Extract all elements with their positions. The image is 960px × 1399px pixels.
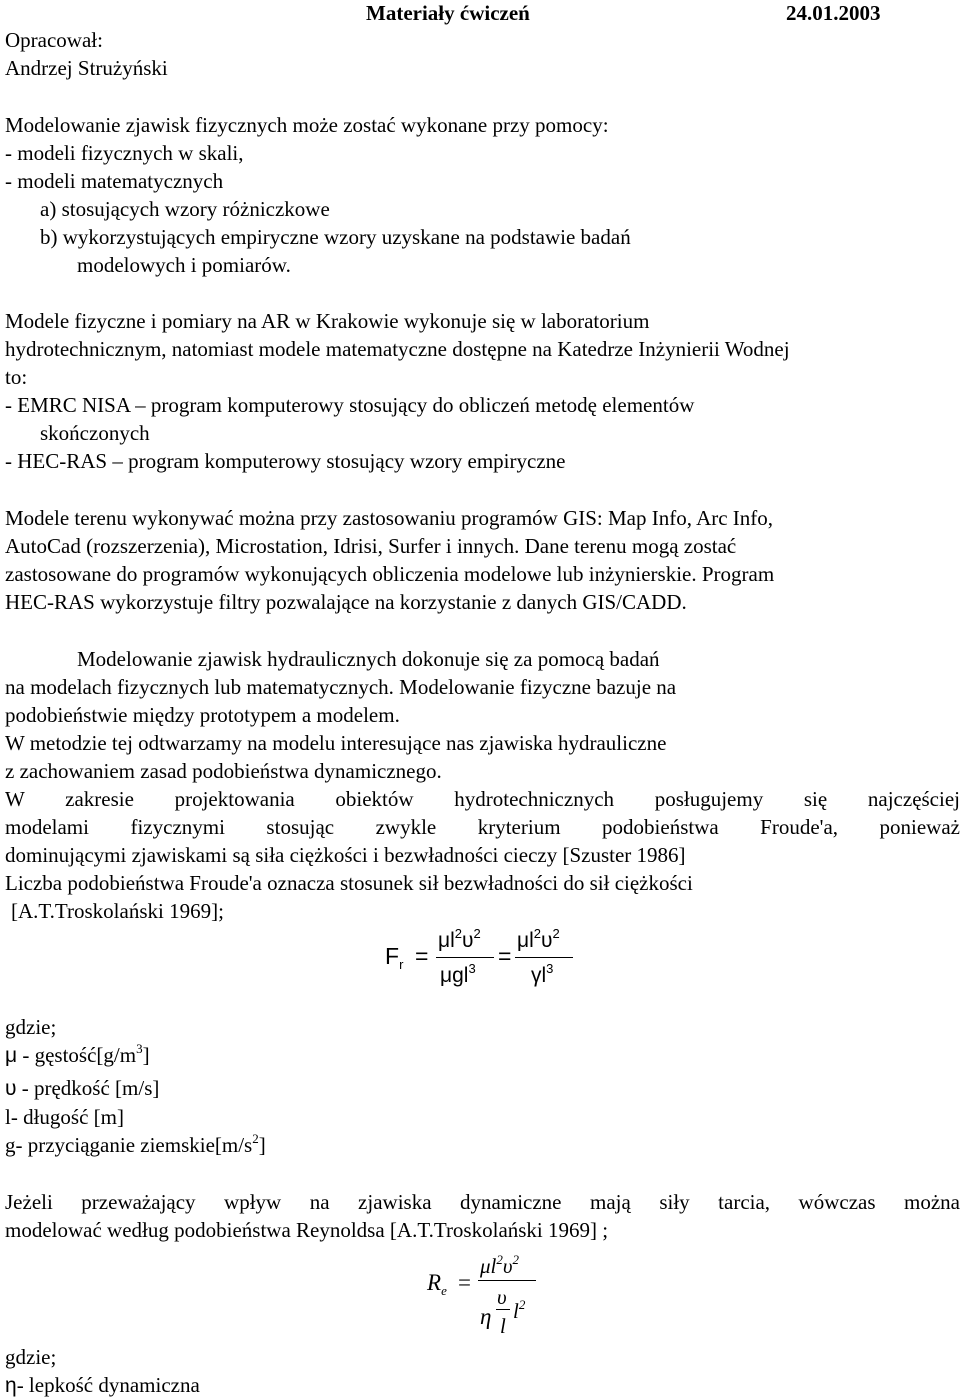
list-item: - modeli matematycznych: [5, 169, 224, 193]
paragraph-line: z zachowaniem zasad podobieństwa dynamicznego.: [5, 759, 442, 783]
list-item: - HEC-RAS – program komputerowy stosujący wzory empiryczne: [5, 449, 566, 473]
paragraph-line: Liczba podobieństwa Froude'a oznacza stosunek sił bezwładności do sił ciężkości: [5, 871, 693, 895]
legend-title: gdzie;: [5, 1015, 57, 1039]
list-item: a) stosujących wzory różniczkowe: [40, 197, 330, 221]
formula-denominator-eta: η: [480, 1304, 492, 1329]
legend-title: gdzie;: [5, 1345, 57, 1369]
legend-item-length: l- długość [m]: [5, 1105, 124, 1129]
legend-item-density: μ - $gęstość[g/m^3]$: [5, 1041, 150, 1067]
list-item: skończonych: [40, 421, 150, 445]
formula-equals: =: [498, 943, 512, 969]
paragraph-line: W metodzie tej odtwarzamy na modelu interesujące nas zjawiska hydrauliczne: [5, 731, 667, 755]
formula-lhs: R: [427, 1270, 442, 1295]
formula-numerator: $\mu l^2\upsilon^2$: [517, 926, 560, 952]
prepared-by-label: Opracował:: [5, 28, 103, 52]
formula-denominator: $\gamma l^3$: [531, 961, 554, 987]
list-item: modelowych i pomiarów.: [77, 253, 291, 277]
paragraph-line: AutoCad (rozszerzenia), Microstation, Idrisi, Surfer i innych. Dane terenu mogą zostać: [5, 534, 737, 558]
list-item: b) wykorzystujących empiryczne wzory uzyskane na podstawie badań: [40, 225, 631, 249]
paragraph-line: Jeżeli przeważający wpływ na zjawiska dynamiczne mają siły tarcia, wówczas można: [5, 1190, 960, 1214]
document-date: 24.01.2003: [786, 1, 881, 25]
formula-equals: =: [415, 943, 429, 969]
formula-equals: =: [458, 1270, 471, 1295]
author-name: Andrzej Strużyński: [5, 56, 168, 80]
legend-item-viscosity: η- lepkość dynamiczna: [5, 1373, 200, 1397]
paragraph-line: modelować według podobieństwa Reynoldsa [A.T.Troskolański 1969] ;: [5, 1218, 609, 1242]
legend-item-gravity: g- przyciąganie $ziemskie[m/s^2]$: [5, 1131, 266, 1157]
formula-denominator-l: $l^2$: [513, 1297, 526, 1323]
paragraph-line: Modelowanie zjawisk hydraulicznych dokonuje się za pomocą badań: [77, 647, 660, 671]
fraction-bar: [478, 1280, 536, 1281]
section1-intro: Modelowanie zjawisk fizycznych może zostać wykonane przy pomocy:: [5, 113, 609, 137]
list-item: - modeli fizycznych w skali,: [5, 141, 244, 165]
paragraph-line: na modelach fizycznych lub matematycznych. Modelowanie fizyczne bazuje na: [5, 675, 677, 699]
paragraph-line: Modele terenu wykonywać można przy zastosowaniu programów GIS: Map Info, Arc Info,: [5, 506, 774, 530]
fraction-bar: [436, 957, 494, 958]
document-title: Materiały ćwiczeń: [366, 1, 530, 25]
paragraph-line: [A.T.Troskolański 1969];: [11, 899, 224, 923]
paragraph-line: W zakresie projektowania obiektów hydrotechnicznych posługujemy się najczęściej: [5, 787, 960, 811]
paragraph-line: hydrotechnicznym, natomiast modele matematyczne dostępne na Katedrze Inżynierii Wodnej: [5, 337, 790, 361]
legend-item-velocity: υ - prędkość [m/s]: [5, 1076, 160, 1100]
inner-fraction-bar: [496, 1309, 510, 1310]
formula-numerator: $\mu l^2\upsilon^2$: [480, 1252, 520, 1278]
inner-fraction-numerator: υ: [497, 1285, 507, 1309]
formula-lhs: F: [385, 943, 400, 969]
list-item: - EMRC NISA – program komputerowy stosujący do obliczeń metodę elementów: [5, 393, 695, 417]
inner-fraction-denominator: l: [500, 1314, 506, 1338]
paragraph-line: podobieństwie między prototypem a modelem.: [5, 703, 400, 727]
paragraph-line: dominującymi zjawiskami są siła ciężkości i bezwładności cieczy [Szuster 1986]: [5, 843, 686, 867]
fraction-bar: [515, 957, 573, 958]
paragraph-line: to:: [5, 365, 28, 389]
paragraph-line: modelami fizycznymi stosując zwykle kryterium podobieństwa Froude'a, ponieważ: [5, 815, 960, 839]
paragraph-line: Modele fizyczne i pomiary na AR w Krakowie wykonuje się w laboratorium: [5, 309, 650, 333]
paragraph-line: HEC-RAS wykorzystuje filtry pozwalające na korzystanie z danych GIS/CADD.: [5, 590, 687, 614]
formula-lhs-subscript: r: [399, 957, 404, 972]
formula-numerator: $\mu l^2\upsilon^2$: [438, 926, 481, 952]
formula-lhs-subscript: e: [441, 1283, 447, 1298]
paragraph-line: zastosowane do programów wykonujących obliczenia modelowe lub inżynierskie. Program: [5, 562, 775, 586]
formula-denominator: μgl$^3$: [440, 961, 476, 987]
